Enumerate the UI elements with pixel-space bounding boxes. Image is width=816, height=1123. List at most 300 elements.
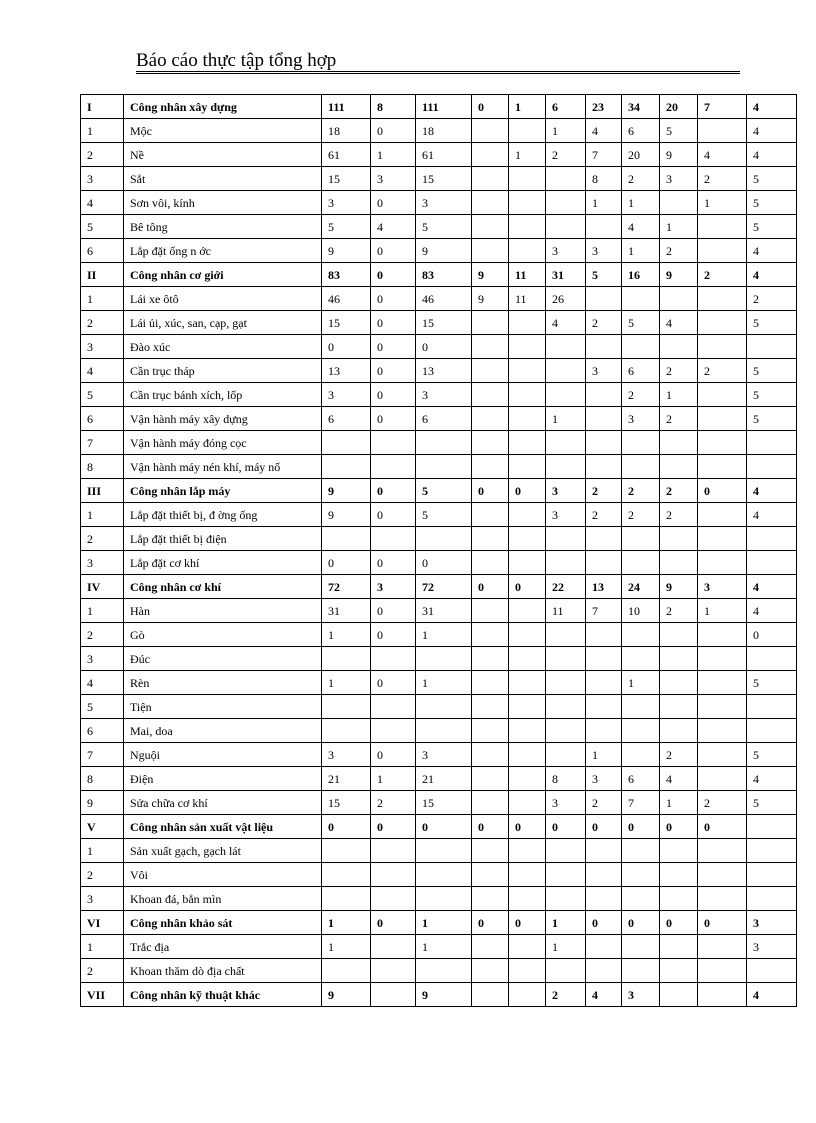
value-cell: 2: [622, 167, 660, 191]
trade-name-cell: Cần trục bánh xích, lốp: [124, 383, 322, 407]
value-cell: 6: [322, 407, 371, 431]
value-cell: 4: [747, 95, 797, 119]
worker-statistics-table: [80, 94, 797, 1007]
value-cell: [509, 359, 546, 383]
value-cell: [622, 959, 660, 983]
value-cell: 15: [322, 311, 371, 335]
table-row: [81, 623, 797, 647]
value-cell: [371, 647, 416, 671]
table-group-row: [81, 95, 797, 119]
value-cell: 0: [371, 911, 416, 935]
table-row: [81, 215, 797, 239]
value-cell: [472, 503, 509, 527]
index-cell: I: [81, 95, 124, 119]
value-cell: [509, 863, 546, 887]
table-row: [81, 959, 797, 983]
value-cell: 31: [416, 599, 472, 623]
value-cell: 4: [586, 119, 622, 143]
value-cell: 31: [546, 263, 586, 287]
value-cell: [622, 527, 660, 551]
value-cell: [509, 647, 546, 671]
value-cell: [586, 407, 622, 431]
value-cell: [698, 527, 747, 551]
value-cell: [371, 719, 416, 743]
value-cell: 4: [747, 479, 797, 503]
index-cell: 7: [81, 431, 124, 455]
value-cell: 3: [322, 743, 371, 767]
value-cell: 0: [660, 911, 698, 935]
value-cell: 1: [586, 743, 622, 767]
value-cell: 72: [322, 575, 371, 599]
value-cell: 1: [322, 935, 371, 959]
trade-name-cell: Mộc: [124, 119, 322, 143]
value-cell: 2: [660, 479, 698, 503]
trade-name-cell: Sửa chữa cơ khí: [124, 791, 322, 815]
trade-name-cell: Lắp đặt cơ khí: [124, 551, 322, 575]
table-row: [81, 359, 797, 383]
value-cell: 26: [546, 287, 586, 311]
value-cell: [586, 623, 622, 647]
value-cell: 2: [660, 503, 698, 527]
value-cell: [416, 887, 472, 911]
value-cell: [698, 863, 747, 887]
value-cell: 9: [660, 263, 698, 287]
value-cell: 0: [416, 815, 472, 839]
value-cell: 5: [747, 791, 797, 815]
value-cell: [472, 143, 509, 167]
value-cell: 9: [472, 263, 509, 287]
value-cell: [660, 551, 698, 575]
value-cell: [416, 839, 472, 863]
value-cell: 0: [509, 575, 546, 599]
index-cell: 7: [81, 743, 124, 767]
value-cell: 4: [747, 575, 797, 599]
value-cell: 0: [322, 551, 371, 575]
table-row: [81, 887, 797, 911]
value-cell: [546, 359, 586, 383]
value-cell: 15: [416, 311, 472, 335]
index-cell: VII: [81, 983, 124, 1007]
trade-name-cell: Tiện: [124, 695, 322, 719]
value-cell: 72: [416, 575, 472, 599]
table-row: [81, 167, 797, 191]
value-cell: [322, 863, 371, 887]
table-row: [81, 767, 797, 791]
index-cell: 1: [81, 287, 124, 311]
value-cell: [546, 167, 586, 191]
value-cell: 5: [747, 311, 797, 335]
value-cell: [472, 191, 509, 215]
value-cell: [416, 959, 472, 983]
value-cell: 15: [416, 791, 472, 815]
value-cell: [622, 623, 660, 647]
value-cell: 2: [586, 503, 622, 527]
value-cell: [660, 671, 698, 695]
value-cell: 5: [747, 407, 797, 431]
trade-name-cell: Công nhân cơ khí: [124, 575, 322, 599]
table-row: [81, 743, 797, 767]
value-cell: [546, 191, 586, 215]
value-cell: [472, 431, 509, 455]
value-cell: [546, 215, 586, 239]
index-cell: 3: [81, 551, 124, 575]
value-cell: [472, 623, 509, 647]
index-cell: 4: [81, 359, 124, 383]
value-cell: [747, 959, 797, 983]
value-cell: [698, 431, 747, 455]
value-cell: 0: [371, 119, 416, 143]
value-cell: [472, 647, 509, 671]
value-cell: 2: [698, 359, 747, 383]
index-cell: 3: [81, 167, 124, 191]
value-cell: [747, 431, 797, 455]
value-cell: 0: [698, 479, 747, 503]
value-cell: [509, 311, 546, 335]
value-cell: [472, 983, 509, 1007]
value-cell: 3: [371, 575, 416, 599]
value-cell: [586, 383, 622, 407]
trade-name-cell: Lắp đặt thiết bị, đ ờng ống: [124, 503, 322, 527]
value-cell: [509, 695, 546, 719]
value-cell: [472, 167, 509, 191]
value-cell: 5: [416, 215, 472, 239]
value-cell: 1: [416, 935, 472, 959]
value-cell: 0: [371, 359, 416, 383]
value-cell: [509, 743, 546, 767]
index-cell: 2: [81, 863, 124, 887]
value-cell: 5: [747, 359, 797, 383]
value-cell: [660, 959, 698, 983]
value-cell: 2: [546, 143, 586, 167]
value-cell: 1: [322, 671, 371, 695]
value-cell: [698, 887, 747, 911]
value-cell: 0: [698, 815, 747, 839]
value-cell: 11: [509, 287, 546, 311]
value-cell: [698, 743, 747, 767]
value-cell: [660, 527, 698, 551]
value-cell: 1: [416, 671, 472, 695]
value-cell: [660, 719, 698, 743]
value-cell: 3: [546, 791, 586, 815]
value-cell: 7: [586, 599, 622, 623]
trade-name-cell: Gò: [124, 623, 322, 647]
value-cell: 3: [622, 983, 660, 1007]
value-cell: 0: [622, 911, 660, 935]
value-cell: [586, 863, 622, 887]
value-cell: [698, 839, 747, 863]
value-cell: 0: [371, 551, 416, 575]
value-cell: 7: [586, 143, 622, 167]
table-group-row: [81, 983, 797, 1007]
value-cell: 0: [472, 575, 509, 599]
value-cell: [546, 671, 586, 695]
value-cell: 3: [747, 935, 797, 959]
value-cell: [509, 431, 546, 455]
index-cell: 3: [81, 647, 124, 671]
trade-name-cell: Công nhân xây dựng: [124, 95, 322, 119]
value-cell: [472, 551, 509, 575]
value-cell: 0: [371, 671, 416, 695]
table-row: [81, 239, 797, 263]
value-cell: 9: [660, 143, 698, 167]
value-cell: 2: [660, 407, 698, 431]
value-cell: [509, 167, 546, 191]
value-cell: 0: [371, 335, 416, 359]
value-cell: 61: [322, 143, 371, 167]
value-cell: 2: [698, 263, 747, 287]
table-row: [81, 839, 797, 863]
value-cell: [472, 839, 509, 863]
value-cell: 0: [698, 911, 747, 935]
value-cell: 2: [660, 239, 698, 263]
trade-name-cell: Đào xúc: [124, 335, 322, 359]
value-cell: [698, 935, 747, 959]
value-cell: [546, 455, 586, 479]
trade-name-cell: Lắp đặt thiết bị điện: [124, 527, 322, 551]
value-cell: 1: [622, 239, 660, 263]
table-row: [81, 791, 797, 815]
value-cell: [322, 647, 371, 671]
value-cell: [472, 959, 509, 983]
index-cell: 6: [81, 407, 124, 431]
value-cell: 3: [416, 743, 472, 767]
value-cell: 1: [546, 935, 586, 959]
value-cell: 0: [509, 479, 546, 503]
value-cell: 1: [622, 671, 660, 695]
header-double-rule: [136, 71, 740, 74]
report-title: Báo cáo thực tập tổng hợp: [136, 50, 337, 71]
value-cell: [509, 839, 546, 863]
value-cell: 11: [509, 263, 546, 287]
trade-name-cell: Nguội: [124, 743, 322, 767]
value-cell: 2: [660, 743, 698, 767]
value-cell: [472, 695, 509, 719]
value-cell: 2: [698, 167, 747, 191]
index-cell: 1: [81, 503, 124, 527]
value-cell: [586, 287, 622, 311]
value-cell: 111: [416, 95, 472, 119]
value-cell: 2: [546, 983, 586, 1007]
value-cell: [472, 743, 509, 767]
value-cell: [472, 887, 509, 911]
trade-name-cell: Sản xuất gạch, gạch lát: [124, 839, 322, 863]
value-cell: 1: [698, 599, 747, 623]
value-cell: 3: [322, 383, 371, 407]
value-cell: 4: [747, 503, 797, 527]
value-cell: 8: [371, 95, 416, 119]
value-cell: [509, 215, 546, 239]
value-cell: 0: [371, 311, 416, 335]
value-cell: [747, 839, 797, 863]
value-cell: [509, 887, 546, 911]
value-cell: [660, 935, 698, 959]
value-cell: 2: [660, 359, 698, 383]
table-row: [81, 119, 797, 143]
value-cell: [622, 647, 660, 671]
value-cell: 6: [622, 119, 660, 143]
value-cell: 4: [622, 215, 660, 239]
value-cell: 0: [747, 623, 797, 647]
value-cell: 8: [586, 167, 622, 191]
value-cell: 4: [747, 263, 797, 287]
value-cell: 4: [698, 143, 747, 167]
value-cell: [660, 335, 698, 359]
value-cell: [472, 719, 509, 743]
value-cell: [416, 719, 472, 743]
value-cell: [698, 623, 747, 647]
value-cell: 6: [546, 95, 586, 119]
value-cell: [586, 959, 622, 983]
trade-name-cell: Công nhân lắp máy: [124, 479, 322, 503]
value-cell: [371, 863, 416, 887]
value-cell: [472, 119, 509, 143]
value-cell: [509, 935, 546, 959]
trade-name-cell: Rèn: [124, 671, 322, 695]
value-cell: [622, 455, 660, 479]
index-cell: 6: [81, 239, 124, 263]
value-cell: [698, 647, 747, 671]
value-cell: [509, 983, 546, 1007]
value-cell: 4: [747, 119, 797, 143]
table-row: [81, 527, 797, 551]
value-cell: [546, 743, 586, 767]
value-cell: 0: [371, 815, 416, 839]
value-cell: [472, 359, 509, 383]
value-cell: [472, 671, 509, 695]
value-cell: [371, 455, 416, 479]
value-cell: [586, 671, 622, 695]
value-cell: [586, 647, 622, 671]
table-row: [81, 503, 797, 527]
value-cell: [472, 215, 509, 239]
value-cell: 3: [371, 167, 416, 191]
index-cell: 8: [81, 455, 124, 479]
value-cell: 6: [622, 767, 660, 791]
value-cell: [660, 623, 698, 647]
value-cell: 5: [747, 167, 797, 191]
trade-name-cell: Lắp đặt ống n ớc: [124, 239, 322, 263]
value-cell: 0: [472, 479, 509, 503]
value-cell: [416, 527, 472, 551]
value-cell: [322, 887, 371, 911]
value-cell: [747, 647, 797, 671]
value-cell: [509, 119, 546, 143]
value-cell: 1: [322, 911, 371, 935]
value-cell: [698, 335, 747, 359]
value-cell: 5: [660, 119, 698, 143]
value-cell: [322, 839, 371, 863]
table-row: [81, 551, 797, 575]
value-cell: 1: [622, 191, 660, 215]
index-cell: 2: [81, 527, 124, 551]
value-cell: [546, 335, 586, 359]
value-cell: 3: [622, 407, 660, 431]
value-cell: 13: [416, 359, 472, 383]
table-row: [81, 335, 797, 359]
table-row: [81, 191, 797, 215]
value-cell: [660, 431, 698, 455]
value-cell: [660, 839, 698, 863]
value-cell: [416, 647, 472, 671]
value-cell: [546, 719, 586, 743]
value-cell: 15: [322, 167, 371, 191]
index-cell: II: [81, 263, 124, 287]
value-cell: 4: [747, 143, 797, 167]
value-cell: 5: [416, 503, 472, 527]
value-cell: [472, 527, 509, 551]
trade-name-cell: Sắt: [124, 167, 322, 191]
value-cell: 3: [416, 383, 472, 407]
value-cell: 9: [416, 239, 472, 263]
value-cell: 4: [747, 239, 797, 263]
value-cell: [586, 335, 622, 359]
value-cell: 0: [509, 911, 546, 935]
value-cell: 7: [698, 95, 747, 119]
value-cell: [509, 239, 546, 263]
value-cell: [622, 335, 660, 359]
value-cell: 4: [747, 767, 797, 791]
value-cell: [371, 983, 416, 1007]
value-cell: [747, 815, 797, 839]
value-cell: 3: [586, 767, 622, 791]
value-cell: 10: [622, 599, 660, 623]
value-cell: [698, 767, 747, 791]
value-cell: [322, 695, 371, 719]
table-row: [81, 143, 797, 167]
value-cell: [371, 695, 416, 719]
index-cell: 2: [81, 959, 124, 983]
value-cell: [371, 527, 416, 551]
value-cell: [416, 695, 472, 719]
value-cell: 0: [586, 911, 622, 935]
value-cell: 11: [546, 599, 586, 623]
value-cell: [546, 959, 586, 983]
value-cell: [622, 935, 660, 959]
value-cell: [586, 455, 622, 479]
trade-name-cell: Bê tông: [124, 215, 322, 239]
value-cell: 1: [546, 407, 586, 431]
value-cell: [509, 455, 546, 479]
value-cell: 0: [509, 815, 546, 839]
value-cell: 21: [322, 767, 371, 791]
value-cell: [322, 959, 371, 983]
index-cell: 2: [81, 623, 124, 647]
value-cell: 5: [747, 215, 797, 239]
value-cell: [698, 311, 747, 335]
value-cell: 20: [660, 95, 698, 119]
value-cell: 0: [371, 287, 416, 311]
value-cell: [698, 695, 747, 719]
index-cell: 5: [81, 215, 124, 239]
table-row: [81, 287, 797, 311]
trade-name-cell: Điện: [124, 767, 322, 791]
index-cell: 2: [81, 143, 124, 167]
value-cell: 0: [416, 335, 472, 359]
value-cell: 0: [371, 503, 416, 527]
value-cell: [416, 431, 472, 455]
value-cell: [546, 647, 586, 671]
value-cell: [698, 503, 747, 527]
value-cell: [546, 695, 586, 719]
value-cell: [322, 527, 371, 551]
value-cell: [660, 863, 698, 887]
value-cell: 1: [509, 95, 546, 119]
value-cell: 0: [622, 815, 660, 839]
table-row: [81, 647, 797, 671]
value-cell: 13: [586, 575, 622, 599]
trade-name-cell: Khoan đá, bắn mìn: [124, 887, 322, 911]
page-header: [136, 50, 740, 74]
